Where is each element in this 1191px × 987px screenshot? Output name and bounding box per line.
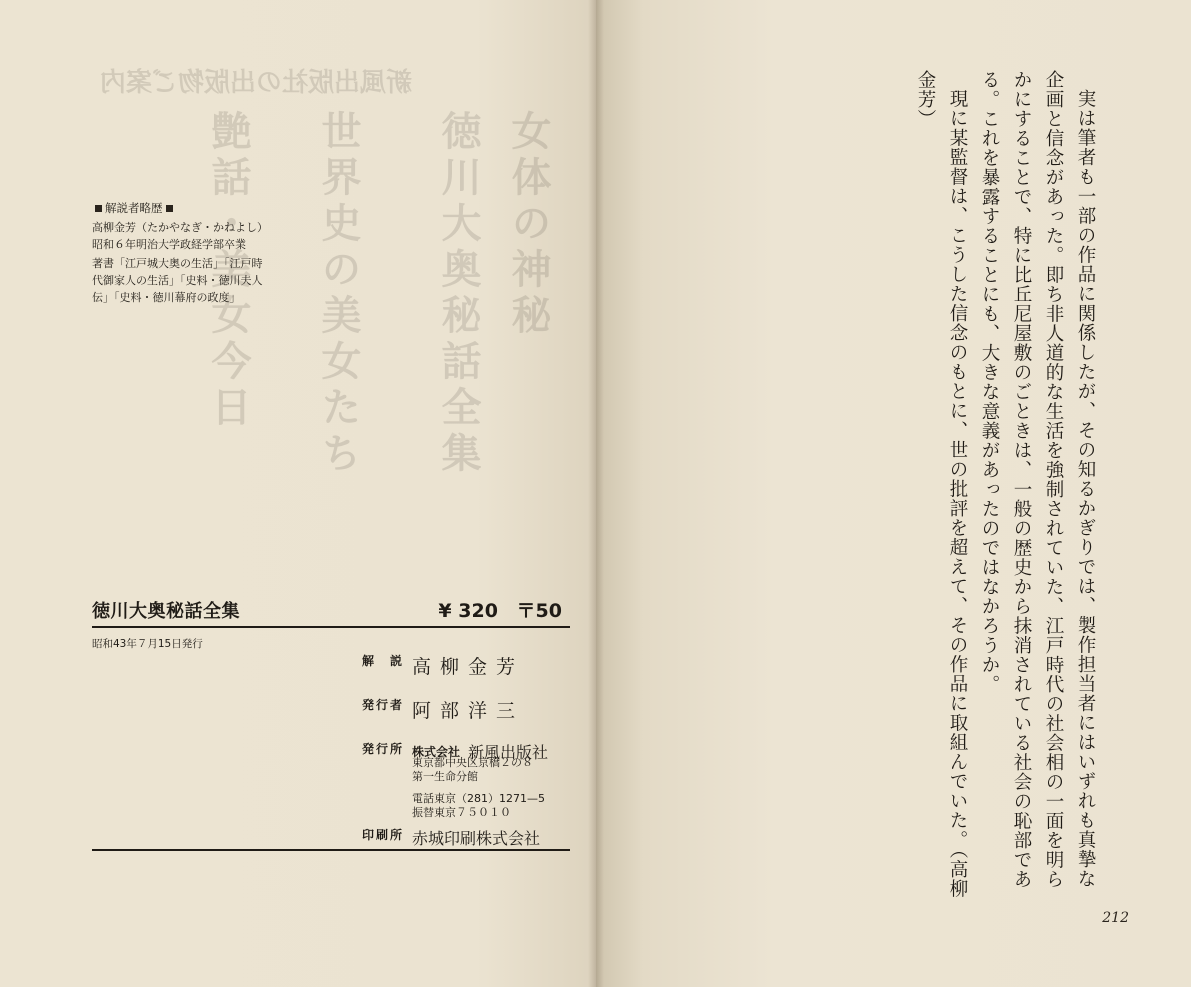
address-line: 第一生命分館 xyxy=(412,770,478,783)
row-label: 発行所 xyxy=(361,742,404,756)
paragraph: 現に某監督は、こうした信念のもとに、世の批評を超えて、その作品に取組んでいた。（高柳金芳） xyxy=(915,70,968,899)
colophon-title-row xyxy=(92,596,570,628)
row-value: 新風出版社 xyxy=(468,743,549,762)
publisher-row xyxy=(332,696,572,740)
author-bio xyxy=(92,200,272,308)
bio-line: 著書「江戸城大奥の生活」「江戸時代御家人の生活」「史料・徳川夫人伝」「史料・徳川幕府の政度」 xyxy=(92,257,263,304)
price: ¥ 320 xyxy=(438,600,498,622)
account-line: 振替東京７５０１０ xyxy=(412,806,511,819)
row-value: 高柳金芳 xyxy=(412,656,525,678)
bio-heading-text: 解説者略歴 xyxy=(105,201,163,215)
row-label: 解 説 xyxy=(361,654,404,668)
book-title: 徳川大奥秘話全集 xyxy=(92,601,240,622)
page-number: 212 xyxy=(1102,910,1129,926)
body-text xyxy=(909,70,1101,900)
ghost-column xyxy=(716,90,736,107)
bracket-icon xyxy=(166,205,173,212)
address-line: 東京都中央区京橋２の８ xyxy=(412,756,533,769)
row-value: 赤城印刷株式会社 xyxy=(412,829,541,848)
phone-line: 電話東京（281）1271—5 xyxy=(412,792,545,805)
book-gutter xyxy=(588,0,604,987)
ghost-column: 徳川大奥秘話全集 xyxy=(435,110,482,478)
postage: 〒50 xyxy=(516,600,562,622)
row-value: 阿部洋三 xyxy=(412,700,525,722)
phone-block xyxy=(412,792,545,820)
colophon xyxy=(92,596,570,848)
bio-heading xyxy=(92,200,272,217)
row-label: 印刷所 xyxy=(361,828,404,842)
address xyxy=(412,756,533,784)
publication-date: 昭和43年７月15日発行 xyxy=(92,638,203,650)
bracket-icon xyxy=(95,205,102,212)
bottom-rule xyxy=(92,849,570,851)
ghost-header: 新風出版社の出版物ご案内 xyxy=(100,68,413,98)
row-label: 発行者 xyxy=(361,698,404,712)
printer-row xyxy=(332,826,572,849)
ghost-column: 艶話・美女今日 xyxy=(205,110,252,432)
commentator-row xyxy=(332,652,572,696)
row-prefix: 株式会社 xyxy=(412,745,461,759)
price-block xyxy=(438,596,562,623)
right-page xyxy=(596,0,1191,987)
colophon-rows xyxy=(332,652,572,766)
ghost-column: 女体の神秘 xyxy=(505,110,552,340)
bio-line: 高柳金芳（たかやなぎ・かねよし）昭和６年明治大学政経学部卒業 xyxy=(92,221,268,251)
ghost-column: 世界史の美女たち xyxy=(315,110,362,478)
paragraph: 実は筆者も一部の作品に関係したが、その知るかぎりでは、製作担当者にはいずれも真摯な企画と信念があった。即ち非人道的な生活を強制されていた、江戸時代の社会相の一面を明らかにすることで、特に比丘尼屋敷のごときは、一般の歴史から抹消されている社会の恥部である。これを暴露することにも、大きな意義があったのではなかろうか。 xyxy=(979,70,1096,889)
